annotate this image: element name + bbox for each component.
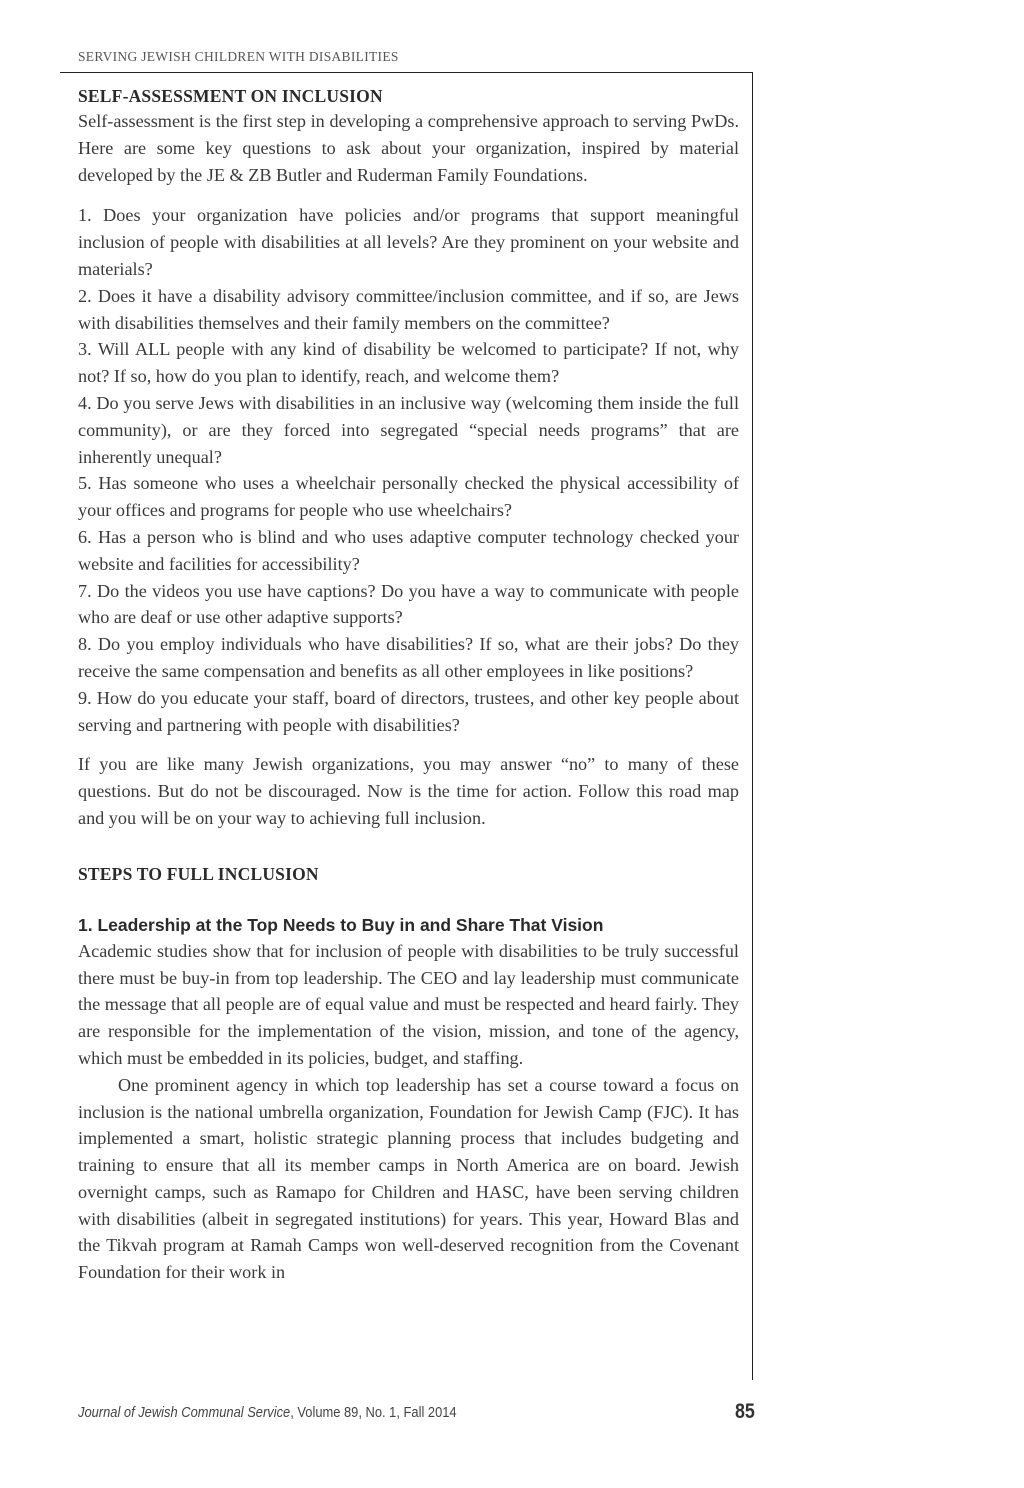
section-heading-self-assessment: SELF-ASSESSMENT ON INCLUSION	[78, 86, 383, 106]
body-paragraph: Academic studies show that for inclusion of people with disabilities to be truly successful there must be buy-in from top leadership. The CEO and lay leadership must communicate the message that all people are of equal value and must be respected and heard fairly. They are responsible for the implementation of the vision, mission, and tone of the agency, which must be embedded in its policies, budget, and staffing.	[78, 940, 739, 1068]
page-number: 85	[735, 1400, 755, 1423]
question-item: 4. Do you serve Jews with disabilities in an inclusive way (welcoming them inside the full community), or are they forced into segregated “special needs programs” that are inherently unequal?	[78, 392, 739, 467]
running-head: SERVING JEWISH CHILDREN WITH DISABILITIES	[78, 49, 399, 64]
body-paragraph: One prominent agency in which top leadership has set a course toward a focus on inclusion is the national umbrella organization, Foundation for Jewish Camp (FJC). It has implemented a smart, holistic strategic planning process that includes budgeting and training to ensure that all its member camps in North America are on board. Jewish overnight camps, such as Ramapo for Children and HASC, have been serving children with disabilities (albeit in segregated institutions) for years. This year, Howard Blas and the Tikvah program at Ramah Camps won well-deserved recognition from the Covenant Foundation for their work in	[78, 1074, 739, 1283]
question-list	[78, 202, 739, 738]
question-item: 8. Do you employ individuals who have disabilities? If so, what are their jobs? Do they receive the same compensation and benefits as all other employees in like positions?	[78, 634, 739, 681]
footer-citation	[78, 1404, 457, 1421]
question-item: 5. Has someone who uses a wheelchair personally checked the physical accessibility of your offices and programs for people who use wheelchairs?	[78, 473, 739, 521]
section-heading-steps: STEPS TO FULL INCLUSION	[78, 863, 319, 884]
question-item: 9. How do you educate your staff, board of directors, trustees, and other key people about serving and partnering with people with disabilities?	[78, 687, 739, 735]
top-rule	[60, 72, 753, 73]
journal-title: Journal of Jewish Communal Service	[78, 1404, 291, 1421]
question-item: 7. Do the videos you use have captions? Do you have a way to communicate with people who are deaf or use other adaptive supports?	[78, 580, 739, 628]
intro-paragraph: Self-assessment is the first step in developing a comprehensive approach to serving PwDs. Here are some key questions to ask about your organization, inspired by material developed by the JE & ZB Butler and Ruderman Family Foundations.	[78, 111, 739, 185]
side-rule	[752, 72, 753, 1380]
question-item: 2. Does it have a disability advisory committee/inclusion committee, and if so, are Jews with disabilities themselves and their family members on the committee?	[78, 285, 739, 333]
main-column	[78, 84, 739, 1286]
question-item: 1. Does your organization have policies and/or programs that support meaningful inclusion of people with disabilities at all levels? Are they prominent on your website and materials?	[78, 205, 739, 279]
closing-paragraph: If you are like many Jewish organizations, you may answer “no” to many of these questions. But do not be discouraged. Now is the time for action. Follow this road map and you will be on your way to achieving full inclusion.	[78, 754, 739, 828]
journal-issue: , Volume 89, No. 1, Fall 2014	[290, 1404, 457, 1421]
question-item: 3. Will ALL people with any kind of disability be welcomed to participate? If not, why not? If so, how do you plan to identify, reach, and welcome them?	[78, 339, 739, 387]
subheading-leadership: 1. Leadership at the Top Needs to Buy in and Share That Vision	[78, 914, 604, 935]
question-item: 6. Has a person who is blind and who uses adaptive computer technology checked your website and facilities for accessibility?	[78, 526, 739, 574]
